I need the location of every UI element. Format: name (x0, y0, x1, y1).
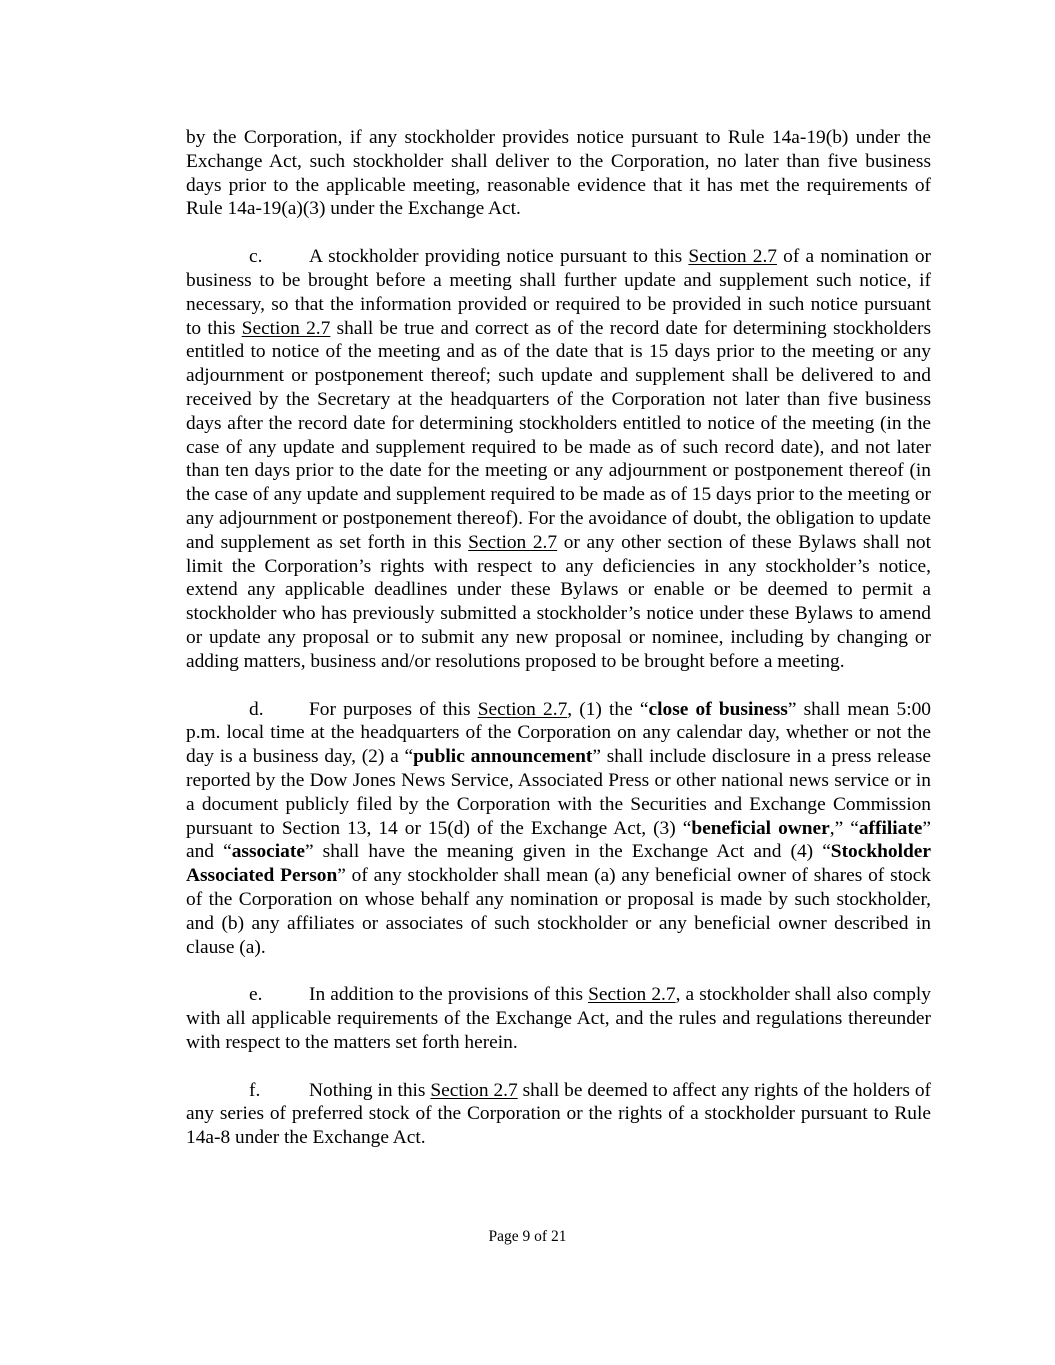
defined-term: beneficial owner (691, 817, 830, 839)
paragraph-text: shall be deemed to affect any rights of the holders of any series of preferred stock of the Corporation or the rights of a stockholder pursuant to Rule 14a-8 under the Exchange Act. (186, 1079, 932, 1149)
paragraph-text: ” of any stockholder shall mean (a) any beneficial owner of shares of stock of the Corporation on whose behalf any nomination or proposal is made by such stockholder, and (b) any affiliates or associates of such stockholder or any beneficial owner described in clause (a). (186, 865, 931, 958)
paragraph-f (186, 1079, 931, 1150)
paragraph-continuation (186, 126, 931, 221)
paragraph-text: or any other section of these Bylaws shall not limit the Corporation’s rights with respect to any deficiencies in any stockholder’s notice, extend any applicable deadlines under these Bylaws or enable or be deemed to permit a stockholder who has previously submitted a stockholder’s notice under these Bylaws to amend or update any proposal or to submit any new proposal or nominee, including by changing or adding matters, business and/or resolutions proposed to be brought before a meeting. (186, 531, 932, 672)
defined-term: close of business (648, 698, 788, 720)
paragraph-d (186, 698, 931, 960)
paragraph-e (186, 983, 931, 1054)
paragraph-text: shall be true and correct as of the record date for determining stockholders entitled to notice of the meeting and as of the date that is 15 days prior to the meeting or any adjournment or postponement thereof; such update and supplement shall be delivered to and received by the Secretary at the headquarters of the Corporation not later than five business days after the record date for determining stockholders entitled to notice of the meeting (in the case of any update and supplement required to be made as of such record date), and not later than ten days prior to the date for the meeting or any adjournment or postponement thereof (in the case of any update and supplement required to be made as of 15 days prior to the meeting or any adjournment or postponement thereof). For the avoidance of doubt, the obligation to update and supplement as set forth in this (186, 317, 932, 553)
paragraph-text: ” shall mean 5:00 p.m. local time at the headquarters of the Corporation on any calendar day, whether or not the day is a business day, (2) a “ (186, 698, 932, 768)
defined-term: public announcement (413, 746, 593, 768)
defined-term: associate (231, 841, 305, 863)
section-reference: Section 2.7 (468, 531, 558, 553)
paragraph-text: ,” “ (829, 817, 859, 839)
paragraph-c (186, 245, 931, 673)
defined-term: affiliate (858, 817, 923, 839)
defined-term: Stockholder Associated Person (186, 841, 931, 887)
paragraph-enumerator: f. (249, 1079, 261, 1101)
paragraph-text: In addition to the provisions of this (309, 984, 589, 1006)
paragraph-text: For purposes of this (309, 698, 478, 720)
paragraph-enumerator: c. (249, 246, 263, 268)
section-reference: Section 2.7 (588, 984, 676, 1006)
paragraph-text: , (1) the “ (567, 698, 649, 720)
paragraph-text: Nothing in this (309, 1079, 431, 1101)
section-reference: Section 2.7 (241, 317, 331, 339)
section-reference: Section 2.7 (430, 1079, 518, 1101)
paragraph-enumerator: e. (249, 984, 263, 1006)
paragraph-text: A stockholder providing notice pursuant to this (309, 246, 689, 268)
paragraph-text: ” and “ (186, 817, 931, 863)
paragraph-text: of a nomination or business to be brought before a meeting shall further update and supplement such notice, if necessary, so that the information provided or required to be provided in such notice pursuant to this (186, 246, 931, 339)
paragraph-enumerator: d. (249, 698, 264, 720)
document-body (186, 126, 931, 1174)
paragraph-text: , a stockholder shall also comply with all applicable requirements of the Exchange Act, and the rules and regulations thereunder with respect to the matters set forth herein. (186, 984, 931, 1053)
page-number: Page 9 of 21 (488, 1228, 567, 1245)
paragraph-text: ” shall include disclosure in a press release reported by the Dow Jones News Service, Associated Press or other national news service or in a document publicly filed by the Corporation with the Securities and Exchange Commission pursuant to Section 13, 14 or 15(d) of the Exchange Act, (3) “ (186, 746, 931, 839)
section-reference: Section 2.7 (477, 698, 568, 720)
paragraph-text: by the Corporation, if any stockholder provides notice pursuant to Rule 14a-19(b) under the Exchange Act, such stockholder shall deliver to the Corporation, no later than five business days prior to the applicable meeting, reasonable evidence that it has met the requirements of Rule 14a-19(a)(3) under the Exchange Act. (186, 127, 931, 220)
section-reference: Section 2.7 (688, 246, 777, 268)
paragraph-text: ” shall have the meaning given in the Exchange Act and (4) “ (304, 841, 831, 863)
